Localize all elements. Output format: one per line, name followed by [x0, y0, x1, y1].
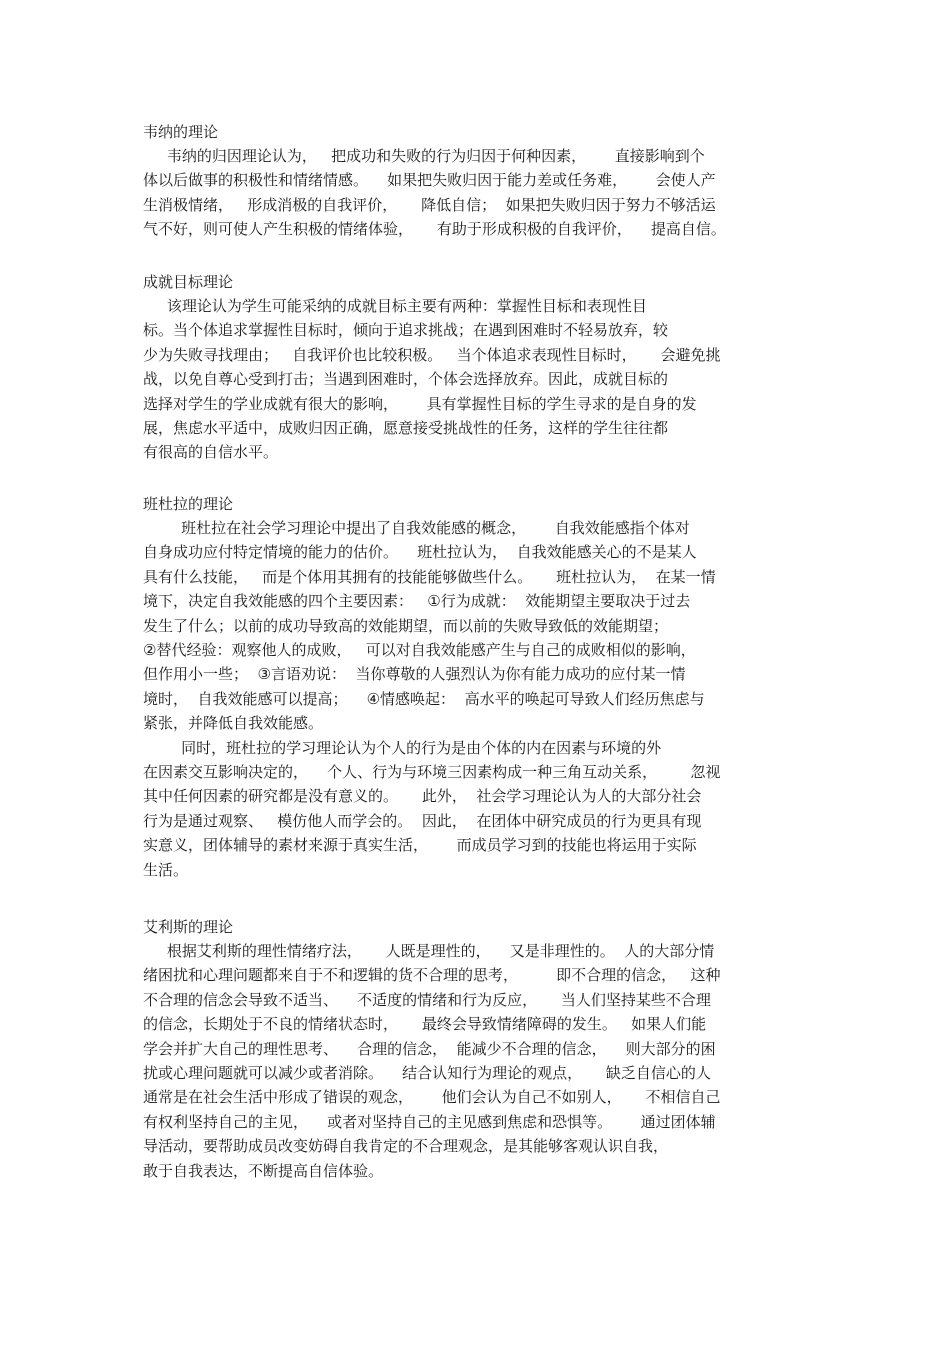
body-line: 绪困扰和心理问题都来自于不和逻辑的货不合理的思考， 即不合理的信念， 这种: [143, 966, 721, 985]
body-line: 生消极情绪， 形成消极的自我评价， 降低自信； 如果把失败归因于努力不够活运: [143, 195, 716, 214]
body-line: 导活动，要帮助成员改变妨碍自我肯定的不合理观念，是其能够客观认识自我，: [143, 1137, 669, 1156]
section-weiner-theory: [143, 120, 805, 242]
section-body: [143, 294, 805, 465]
section-heading: 班杜拉的理论: [143, 495, 234, 513]
body-line: ②替代经验：观察他人的成败， 可以对自我效能感产生与自己的成败相似的影响，: [143, 641, 696, 660]
body-line: 但作用小一些； ③言语劝说： 当你尊敬的人强烈认为你有能力成功的应付某一情: [143, 665, 686, 684]
body-line: 该理论认为学生可能采纳的成就目标主要有两种：掌握性目标和表现性目: [143, 297, 647, 315]
body-line: 根据艾利斯的理性情绪疗法， 人既是理性的， 又是非理性的。 人的大部分情: [143, 942, 715, 960]
body-line: 的信念，长期处于不良的情绪状态时， 最终会导致情绪障碍的发生。 如果人们能: [143, 1015, 707, 1034]
body-line: 标。当个体追求掌握性目标时，倾向于追求挑战；在遇到困难时不轻易放弃，较: [143, 321, 669, 340]
body-line: 气不好，则可使人产生积极的情绪体验， 有助于形成积极的自我评价， 提高自信。: [143, 220, 726, 239]
body-line: 扰或心理问题就可以减少或者消除。 结合认知行为理论的观点， 缺乏自信心的人: [143, 1064, 711, 1083]
body-line: 少为失败寻找理由； 自我评价也比较积极。 当个体追求表现性目标时， 会避免挑: [143, 345, 721, 364]
section-body: [143, 939, 805, 1183]
body-line: 在因素交互影响决定的， 个人、行为与环境三因素构成一种三角互动关系， 忽视: [143, 763, 721, 782]
section-heading: 成就目标理论: [143, 273, 234, 291]
body-line: 实意义，团体辅导的素材来源于真实生活， 而成员学习到的技能也将运用于实际: [143, 836, 697, 855]
body-line: 境下，决定自我效能感的四个主要因素： ①行为成就： 效能期望主要取决于过去: [143, 592, 691, 611]
body-line: 展，焦虑水平适中，成败归因正确，愿意接受挑战性的任务，这样的学生往往都: [143, 419, 669, 438]
section-heading: 韦纳的理论: [143, 123, 219, 141]
body-line: 学会并扩大自己的理性思考、 合理的信念， 能减少不合理的信念， 则大部分的困: [143, 1039, 716, 1058]
body-line: 境时， 自我效能感可以提高； ④情感唤起： 高水平的唤起可导致人们经历焦虑与: [143, 689, 705, 708]
section-body: [143, 516, 805, 882]
body-line: 紧张，并降低自我效能感。: [143, 714, 324, 733]
body-line: 韦纳的归因理论认为， 把成功和失败的行为归因于何种因素， 直接影响到个: [143, 147, 705, 165]
section-heading: 艾利斯的理论: [143, 918, 234, 936]
body-line: 体以后做事的积极性和情绪情感。 如果把失败归因于能力差或任务难， 会使人产: [143, 171, 716, 190]
section-bandura-theory: [143, 492, 805, 882]
body-line: 生活。: [143, 860, 189, 879]
body-line: 发生了什么；以前的成功导致高的效能期望，而以前的失败导致低的效能期望；: [143, 616, 669, 635]
body-line: 战，以免自尊心受到打击；当遇到困难时，个体会选择放弃。因此，成就目标的: [143, 370, 669, 389]
body-line: 不合理的信念会导致不适当、 不适度的情绪和行为反应， 当人们坚持某些不合理: [143, 990, 711, 1009]
body-line: 敢于自我表达，不断提高自信体验。: [143, 1161, 384, 1180]
section-body: [143, 144, 805, 242]
body-line: 通常是在社会生活中形成了错误的观念， 他们会认为自己不如别人， 不相信自己: [143, 1088, 721, 1107]
body-line: 行为是通过观察、 模仿他人而学会的。 因此， 在团体中研究成员的行为更具有现: [143, 811, 702, 830]
body-line: 具有什么技能， 而是个体用其拥有的技能能够做些什么。 班杜拉认为， 在某一情: [143, 567, 716, 586]
section-achievement-goal-theory: [143, 270, 805, 465]
body-line: 有权利坚持自己的主见， 或者对坚持自己的主见感到焦虑和恐惧等。 通过团体辅: [143, 1112, 716, 1131]
body-line: 自身成功应付特定情境的能力的估价。 班杜拉认为， 自我效能感关心的不是某人: [143, 543, 697, 562]
body-line: 班杜拉在社会学习理论中提出了自我效能感的概念， 自我效能感指个体对: [143, 519, 690, 537]
section-ellis-theory: [143, 915, 805, 1183]
body-line: 有很高的自信水平。: [143, 443, 279, 462]
body-line: 同时，班杜拉的学习理论认为个人的行为是由个体的内在因素与环境的外: [143, 738, 662, 757]
body-line: 选择对学生的学业成就有很大的影响， 具有掌握性目标的学生寻求的是自身的发: [143, 394, 697, 413]
body-line: 其中任何因素的研究都是没有意义的。 此外， 社会学习理论认为人的大部分社会: [143, 787, 702, 806]
